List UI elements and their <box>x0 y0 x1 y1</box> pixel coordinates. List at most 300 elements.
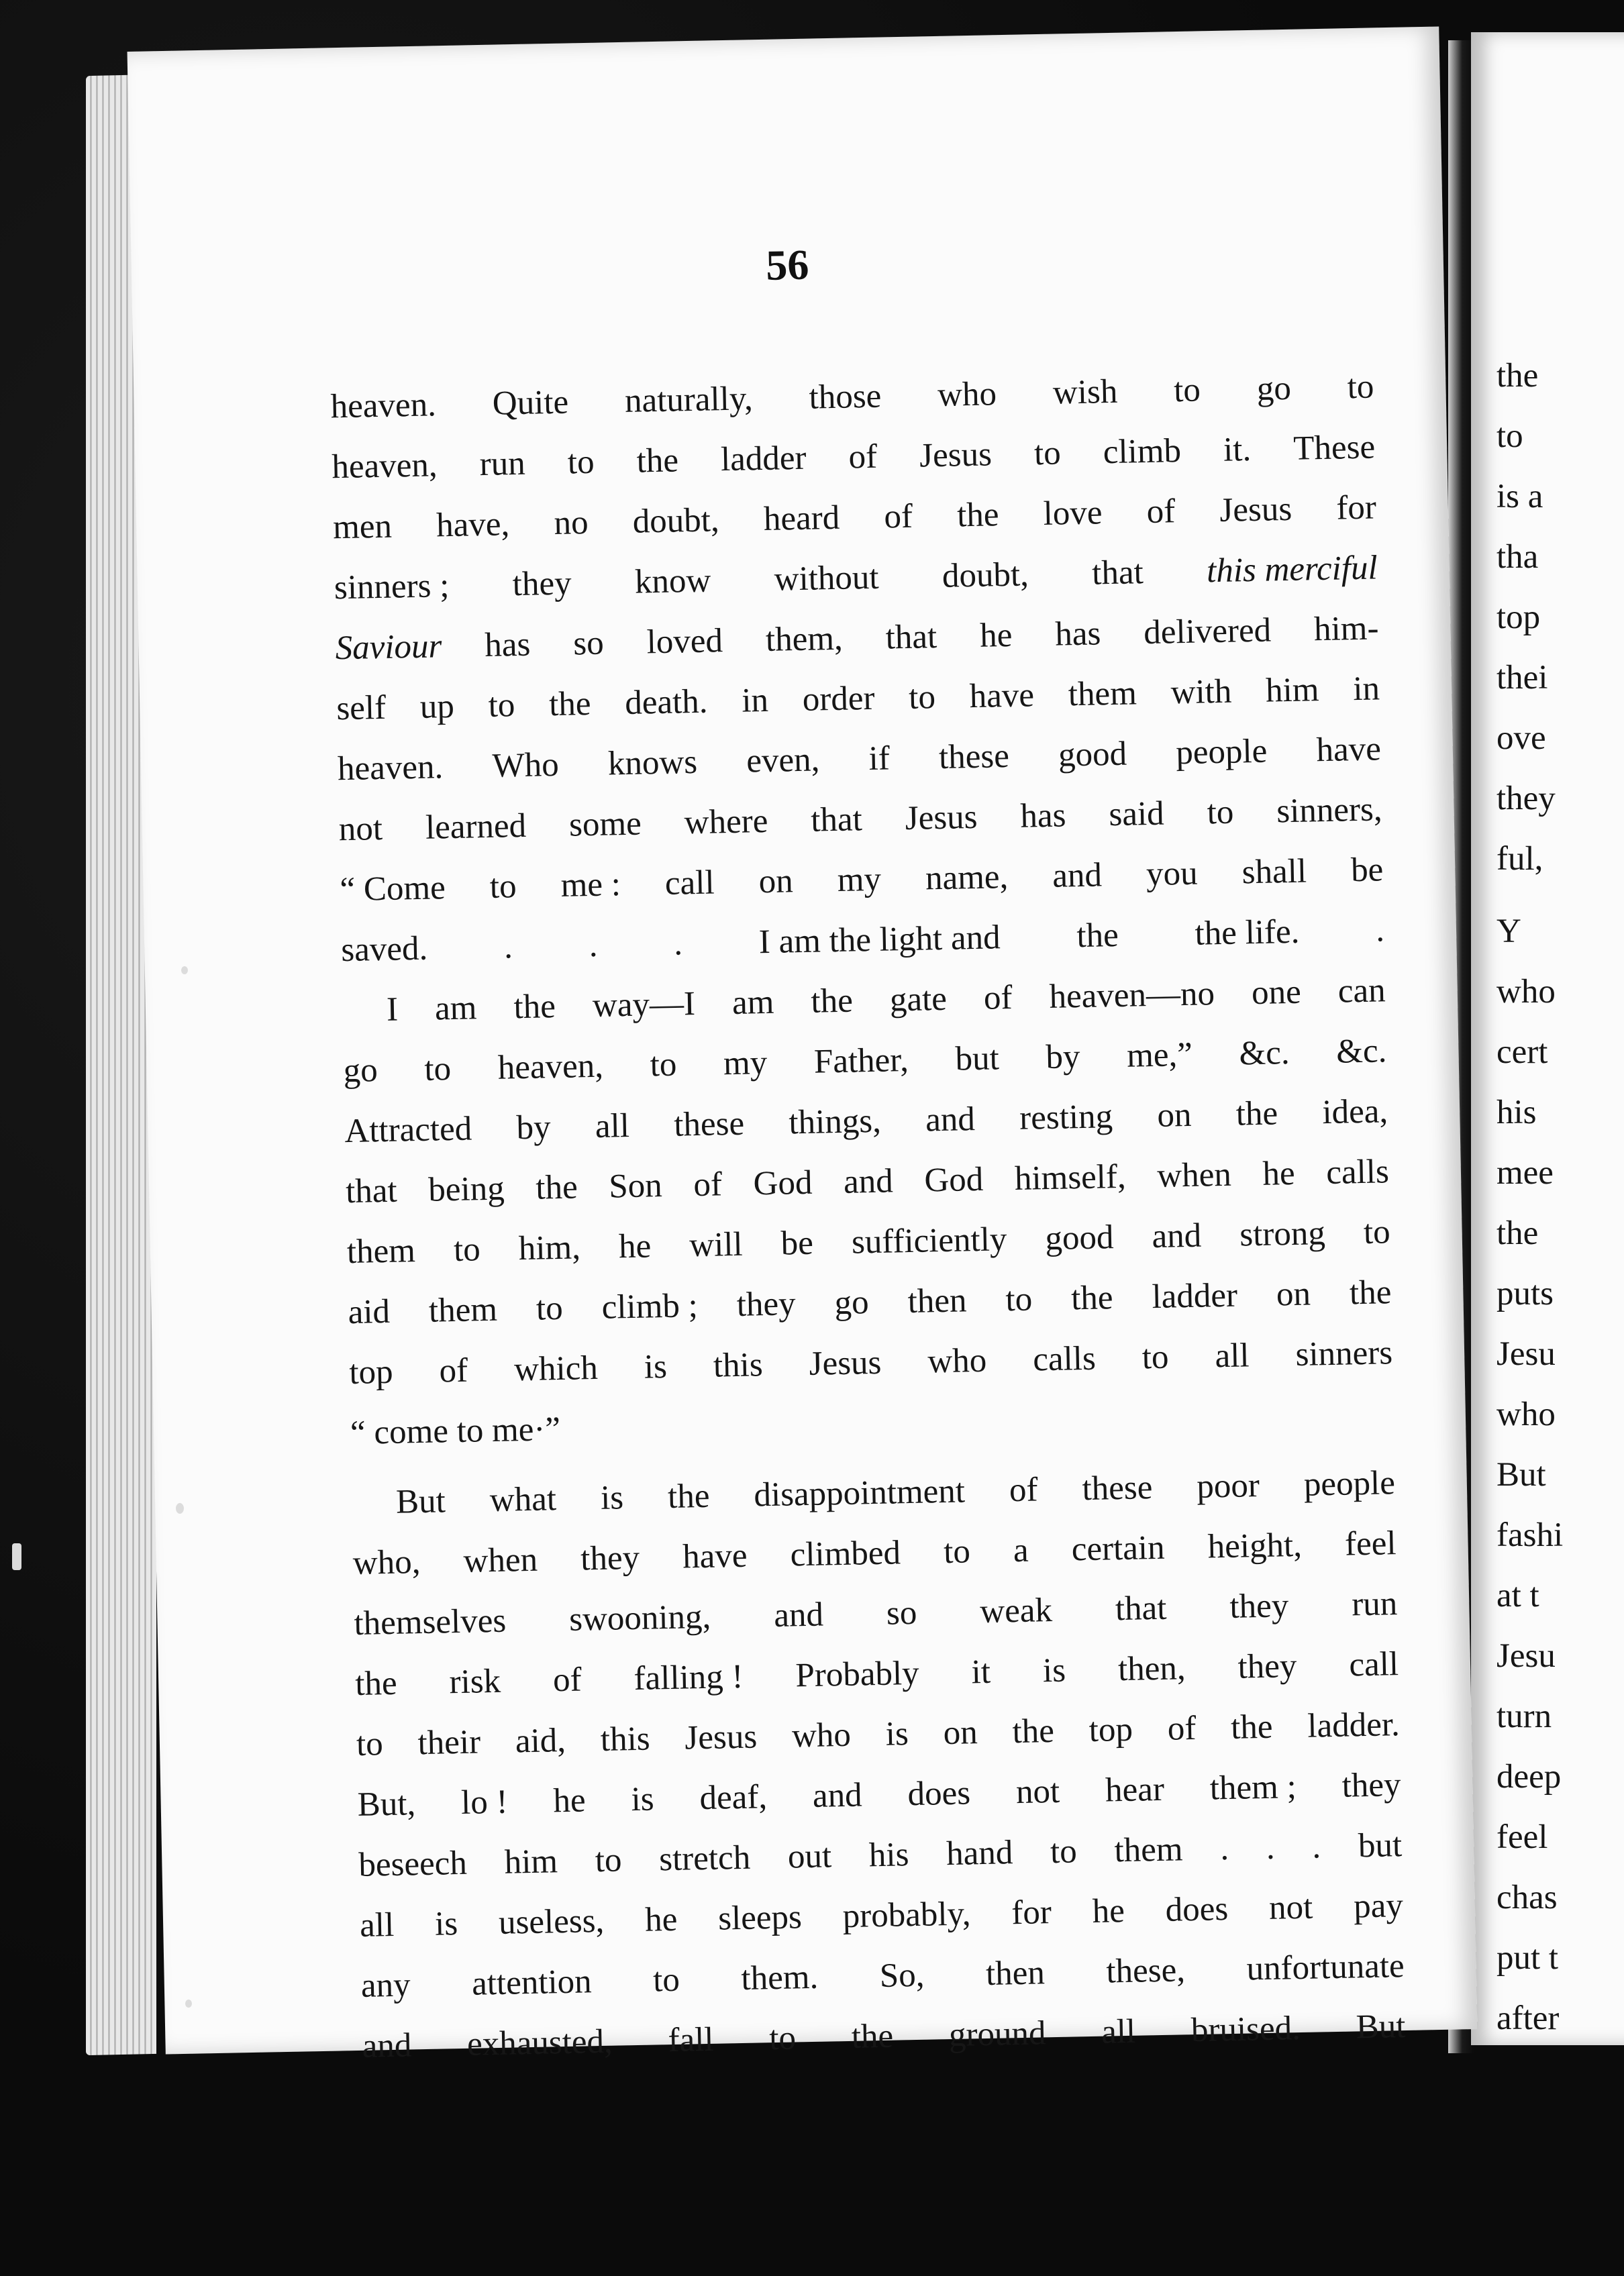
text-word: they <box>1237 1647 1297 1686</box>
text-word: where <box>684 802 768 842</box>
text-word: of <box>1146 493 1176 531</box>
text-word: climbed <box>790 1534 901 1574</box>
text-word: these <box>938 737 1010 777</box>
text-word: is <box>644 1347 668 1386</box>
text-word: no <box>553 503 589 542</box>
text-word: to <box>652 1961 680 2000</box>
text-word: has <box>1054 615 1101 654</box>
text-word: that <box>1091 554 1144 592</box>
text-word: go <box>343 1051 378 1090</box>
text-word: These <box>1292 428 1376 468</box>
text-word: people <box>1175 732 1268 772</box>
text-word: for <box>1011 1894 1052 1932</box>
text-word: self <box>336 688 387 728</box>
text-word: delivered <box>1143 611 1272 652</box>
text-word: does <box>1165 1890 1229 1929</box>
body-text <box>330 356 1406 2076</box>
text-word: to <box>1207 793 1234 832</box>
text-word: &c. <box>1335 1032 1387 1071</box>
text-word: to <box>1005 1280 1033 1319</box>
text-word: he <box>1092 1892 1125 1930</box>
text-word: . <box>503 928 513 966</box>
text-word: up <box>419 687 455 726</box>
right-page-fragment: Jesu <box>1496 1637 1556 1675</box>
text-word: and <box>925 1100 976 1139</box>
text-word: Who <box>491 745 560 785</box>
text-word: to <box>595 1841 622 1880</box>
text-word: name, <box>925 858 1009 898</box>
text-word: I <box>386 990 399 1029</box>
text-word: knows <box>607 743 698 783</box>
text-word: strong <box>1239 1214 1326 1254</box>
text-word: them ; <box>1209 1768 1297 1808</box>
text-word: stretch <box>658 1839 751 1879</box>
text-word: all <box>1101 2012 1136 2051</box>
right-page-fragment: turn <box>1496 1698 1552 1735</box>
text-word: ladder. <box>1307 1706 1401 1745</box>
text-word: with <box>1170 672 1232 712</box>
text-word: this <box>600 1720 651 1759</box>
text-word: Jesus <box>684 1718 758 1757</box>
text-word: Jesus <box>919 435 993 475</box>
text-word: the <box>535 1168 578 1207</box>
text-word: call <box>664 864 715 902</box>
text-word: height, <box>1207 1526 1303 1566</box>
text-word: attention <box>471 1963 593 2003</box>
text-word: himself, <box>1014 1157 1127 1198</box>
text-word: but <box>955 1039 1000 1078</box>
text-word: sleeps <box>717 1898 803 1938</box>
text-word: they <box>512 564 572 604</box>
text-word: the <box>667 1477 710 1516</box>
text-word: certain <box>1071 1529 1166 1569</box>
text-word: of <box>552 1661 582 1700</box>
text-word: has <box>484 625 531 664</box>
text-word: to <box>356 1725 384 1763</box>
text-word: to <box>536 1289 564 1328</box>
dust-speck <box>185 2000 192 2008</box>
text-word: ground <box>948 2014 1046 2055</box>
text-word: that <box>345 1172 398 1211</box>
text-word: these <box>1081 1469 1153 1508</box>
text-word: the <box>1349 1274 1392 1312</box>
text-word: he <box>1262 1154 1296 1193</box>
right-page-fragment: to <box>1496 417 1523 455</box>
text-word: to <box>1173 371 1201 410</box>
text-word: that <box>1115 1589 1167 1628</box>
text-word: . <box>1219 1830 1229 1868</box>
text-word: Quite <box>492 383 569 423</box>
text-word: him <box>1265 671 1319 710</box>
text-word: feel <box>1344 1524 1397 1563</box>
text-word: naturally, <box>624 380 754 420</box>
text-word: heaven, <box>331 446 438 486</box>
text-word: the life. <box>1195 913 1300 953</box>
text-word: they <box>736 1285 797 1324</box>
text-word: top <box>348 1353 394 1392</box>
text-word: them. <box>740 1958 819 1998</box>
text-word: people <box>1303 1464 1396 1504</box>
text-word: Probably <box>795 1654 920 1695</box>
text-word: aid, <box>515 1721 566 1761</box>
text-word: way—I <box>592 985 696 1025</box>
text-word: not <box>338 809 383 849</box>
text-word: is <box>631 1780 655 1819</box>
right-page-fragment: who <box>1496 1396 1556 1433</box>
text-word: so <box>572 624 605 663</box>
text-word: Attracted <box>344 1110 472 1151</box>
text-word: am <box>731 983 774 1022</box>
text-word: have <box>969 676 1035 716</box>
text-word: that <box>885 618 937 657</box>
right-page-fragment: the <box>1496 1214 1539 1252</box>
text-word: the <box>636 442 679 480</box>
text-word: saved. <box>340 929 428 970</box>
right-page-fragment: after <box>1496 2000 1560 2037</box>
text-word: his <box>868 1836 909 1875</box>
text-word: But, <box>357 1785 416 1824</box>
text-word: so <box>886 1594 917 1633</box>
text-word: resting <box>1019 1098 1113 1137</box>
text-word: when <box>1156 1155 1232 1195</box>
text-word: not <box>1015 1772 1060 1812</box>
text-word: heaven. <box>337 748 444 788</box>
text-word: order <box>802 679 875 719</box>
right-page-fragment: the <box>1496 357 1539 395</box>
right-page-fragment: Y <box>1496 913 1521 950</box>
text-word: probably, <box>842 1895 971 1936</box>
text-word: has <box>1019 796 1067 835</box>
text-word: being <box>427 1170 505 1209</box>
text-word: love <box>1043 494 1103 533</box>
text-word: me : <box>560 866 621 904</box>
text-word: when <box>463 1541 538 1580</box>
text-word: and <box>362 2026 412 2065</box>
text-word: disappointment <box>753 1472 966 1514</box>
text-word: risk <box>449 1662 501 1702</box>
text-word: these <box>673 1104 745 1144</box>
text-word: and <box>773 1596 824 1635</box>
text-word: then, <box>1117 1649 1186 1689</box>
text-word: ladder <box>720 439 807 479</box>
text-word: he <box>644 1900 678 1939</box>
text-word: the <box>1076 916 1119 955</box>
right-page-fragment: ful, <box>1496 840 1543 878</box>
text-word: in <box>1352 670 1380 709</box>
text-word: to <box>943 1533 971 1571</box>
text-word: to <box>1141 1338 1170 1377</box>
text-word: Son <box>608 1167 663 1206</box>
text-word: me,” <box>1126 1035 1193 1075</box>
right-page-fragment: they <box>1496 780 1556 817</box>
text-word: them <box>1114 1830 1184 1870</box>
right-page-fragment: chas <box>1496 1879 1558 1916</box>
dust-speck <box>12 1543 21 1570</box>
text-word: . <box>673 925 683 963</box>
text-word: But <box>395 1482 446 1521</box>
text-word: Jesus <box>905 798 978 837</box>
text-word: sinners, <box>1276 790 1383 831</box>
text-word: be <box>780 1224 814 1263</box>
text-word: the <box>810 982 854 1021</box>
text-word: know <box>634 562 711 601</box>
text-word: go <box>834 1284 870 1323</box>
text-word: who <box>791 1716 852 1755</box>
text-word: who <box>937 375 997 414</box>
right-page-fragment: tha <box>1496 538 1539 576</box>
text-word: said <box>1108 794 1165 834</box>
text-word: to <box>1050 1832 1078 1871</box>
right-page-fragment: ove <box>1496 719 1546 757</box>
text-word: can <box>1337 972 1386 1011</box>
text-word: sinners ; <box>334 566 450 607</box>
right-page-fragment: top <box>1496 599 1541 636</box>
dust-speck <box>176 1503 184 1514</box>
text-word: in <box>741 681 769 720</box>
text-word: a <box>1013 1531 1029 1570</box>
right-page-fragment: But <box>1496 1456 1546 1494</box>
text-word: call <box>1348 1645 1399 1684</box>
text-word: they <box>1229 1587 1289 1626</box>
text-word: the <box>548 684 592 724</box>
text-word: will <box>689 1225 744 1265</box>
text-word: then <box>985 1954 1046 1994</box>
text-word: things, <box>788 1102 882 1142</box>
text-word: lo ! <box>460 1783 509 1822</box>
text-word: . <box>1375 911 1385 949</box>
text-word: to <box>1347 368 1374 407</box>
text-word: to <box>488 686 515 725</box>
text-word: all <box>1215 1337 1250 1376</box>
text-word: calls <box>1032 1339 1097 1379</box>
text-word: God <box>753 1163 813 1203</box>
text-word: is <box>1042 1651 1066 1690</box>
text-word: calls <box>1325 1153 1390 1192</box>
text-word: without <box>774 558 880 599</box>
text-word: of <box>848 437 878 476</box>
text-word: who <box>927 1341 987 1381</box>
text-word: what <box>489 1480 557 1520</box>
text-word: Jesus <box>809 1343 882 1383</box>
text-word: Jesus <box>1219 490 1292 529</box>
text-word: to <box>908 678 936 717</box>
text-word: them <box>346 1232 416 1272</box>
text-word: God <box>923 1160 984 1200</box>
text-word: him <box>504 1843 558 1881</box>
text-word: the <box>851 2017 894 2056</box>
text-word: aid <box>348 1292 391 1332</box>
text-word: be <box>1350 851 1384 890</box>
text-word: to <box>489 868 517 906</box>
text-word: of <box>693 1166 723 1204</box>
text-word: death. <box>624 682 709 722</box>
text-word: good <box>1044 1219 1114 1258</box>
text-word: on <box>1156 1096 1192 1135</box>
text-word: falling ! <box>633 1657 744 1698</box>
text-word: have <box>1315 730 1382 770</box>
text-word: them <box>1068 674 1137 714</box>
text-word: swooning, <box>568 1598 711 1639</box>
text-word: by <box>516 1108 552 1147</box>
text-word: they <box>1341 1766 1402 1805</box>
text-word: doubt, <box>632 501 720 541</box>
text-word: go <box>1256 369 1292 408</box>
text-word: loved <box>646 622 723 662</box>
text-word: of <box>883 497 913 536</box>
text-word: he <box>552 1781 587 1820</box>
text-word: if <box>868 739 891 778</box>
text-word: the <box>1012 1712 1055 1751</box>
text-word: top <box>1088 1710 1133 1749</box>
text-word: hear <box>1105 1770 1165 1810</box>
right-page-fragment: is a <box>1496 478 1543 515</box>
text-word: even, <box>746 741 820 780</box>
text-word: them, <box>765 619 844 659</box>
text-word: any <box>360 1966 411 2005</box>
text-word: run <box>479 444 526 484</box>
dust-speck <box>181 966 188 974</box>
text-word: my <box>837 860 882 899</box>
text-word: is <box>885 1715 909 1753</box>
right-page-text-fragments <box>1496 346 1624 2049</box>
text-word: of <box>1167 1709 1197 1748</box>
text-word: who, <box>352 1543 421 1582</box>
text-word: and <box>1152 1217 1202 1256</box>
text-word: that <box>810 800 863 839</box>
text-word: he <box>979 616 1013 655</box>
text-word: some <box>568 805 642 844</box>
text-word: this <box>713 1346 764 1385</box>
text-word: to <box>1033 434 1062 473</box>
right-page-fragment: fashi <box>1496 1516 1564 1554</box>
text-word: idea, <box>1321 1092 1388 1132</box>
text-word: is <box>600 1479 624 1517</box>
text-word: ladder <box>1151 1276 1238 1316</box>
text-word: “ come to me·” <box>350 1410 561 1453</box>
text-word: them <box>428 1290 498 1330</box>
text-word: am <box>434 989 477 1028</box>
text-word: hand <box>946 1834 1013 1873</box>
right-page-fragment: at t <box>1496 1577 1539 1614</box>
text-word: and <box>843 1162 894 1201</box>
text-word: unfortunate <box>1246 1947 1405 1988</box>
text-word: “ Come <box>340 869 446 909</box>
text-word: useless, <box>498 1902 605 1942</box>
text-word: . <box>1266 1828 1276 1867</box>
text-word: weak <box>979 1592 1053 1631</box>
text-word: heaven. <box>330 386 437 426</box>
text-word: . <box>1311 1828 1321 1866</box>
text-word: the <box>513 988 556 1027</box>
text-word: then <box>907 1282 967 1321</box>
text-word: Saviour <box>335 627 442 668</box>
text-word: their <box>417 1723 481 1763</box>
text-word: all <box>595 1106 630 1145</box>
text-word: &c. <box>1238 1034 1290 1073</box>
text-word: Father, <box>813 1041 909 1081</box>
text-word: to <box>423 1050 452 1088</box>
text-word: the <box>1235 1094 1278 1133</box>
text-word: the <box>1070 1279 1114 1318</box>
text-word: by <box>1045 1038 1080 1077</box>
text-word: the <box>354 1664 398 1703</box>
right-page-fragment: mee <box>1496 1154 1554 1192</box>
text-word: climb <box>1103 432 1182 472</box>
text-word: and <box>812 1776 863 1815</box>
text-word: but <box>1358 1826 1403 1865</box>
text-word: exhausted, <box>466 2022 613 2063</box>
text-word: to <box>1363 1213 1391 1251</box>
text-word: to <box>567 443 595 482</box>
right-page-fragment: puts <box>1496 1275 1554 1312</box>
text-word: is <box>434 1905 458 1943</box>
text-word: have <box>682 1537 748 1576</box>
left-page <box>128 27 1478 2065</box>
text-word: So, <box>879 1956 925 1996</box>
text-word: of <box>1009 1471 1038 1510</box>
text-word: for <box>1335 488 1377 527</box>
text-word: you <box>1146 854 1199 894</box>
text-word: good <box>1058 735 1127 774</box>
text-word: on <box>758 862 794 901</box>
text-word: does <box>907 1774 971 1814</box>
text-word: fall <box>668 2020 715 2060</box>
text-word: one <box>1251 973 1302 1013</box>
text-word: the <box>1230 1708 1274 1747</box>
text-word: to <box>768 2019 797 2058</box>
page-number: 56 <box>765 240 809 289</box>
text-word: bruised. <box>1190 2010 1301 2050</box>
text-word: heaven, <box>497 1047 604 1087</box>
text-word: him- <box>1313 609 1379 649</box>
text-word: he <box>618 1227 652 1266</box>
text-word: heard <box>763 499 840 538</box>
text-word: those <box>809 377 882 417</box>
text-word: sinners <box>1295 1334 1393 1374</box>
text-word: they <box>580 1539 640 1578</box>
right-page-fragment: cert <box>1496 1033 1548 1071</box>
text-word: all <box>359 1906 395 1945</box>
text-word: of <box>439 1351 468 1390</box>
text-word: out <box>787 1837 832 1876</box>
text-word: to <box>650 1045 677 1084</box>
right-page-fragment: feel <box>1496 1818 1548 1856</box>
text-word: wish <box>1052 372 1118 412</box>
right-page-fragment: put t <box>1496 1939 1559 1977</box>
text-word: deaf, <box>699 1778 768 1818</box>
text-word: this merciful <box>1206 549 1378 590</box>
text-word: doubt, <box>942 556 1029 595</box>
text-word: beseech <box>358 1844 468 1884</box>
text-word: run <box>1351 1585 1398 1624</box>
text-word: . <box>589 926 598 965</box>
right-page-fragment: deep <box>1496 1758 1562 1796</box>
text-word: men <box>332 507 393 547</box>
text-word: the <box>956 496 999 535</box>
right-page-fragment: thei <box>1496 659 1548 696</box>
text-word: on <box>943 1714 978 1753</box>
text-word: of <box>983 978 1013 1017</box>
text-word: climb ; <box>601 1287 699 1327</box>
text-word: But <box>1356 2008 1406 2047</box>
text-word: heaven—no <box>1049 975 1215 1016</box>
text-word: sufficiently <box>851 1221 1007 1261</box>
text-word: poor <box>1196 1467 1260 1506</box>
text-word: my <box>723 1044 768 1083</box>
text-word: and <box>1052 856 1103 895</box>
text-word: to <box>453 1231 481 1270</box>
text-word: it <box>971 1653 991 1692</box>
